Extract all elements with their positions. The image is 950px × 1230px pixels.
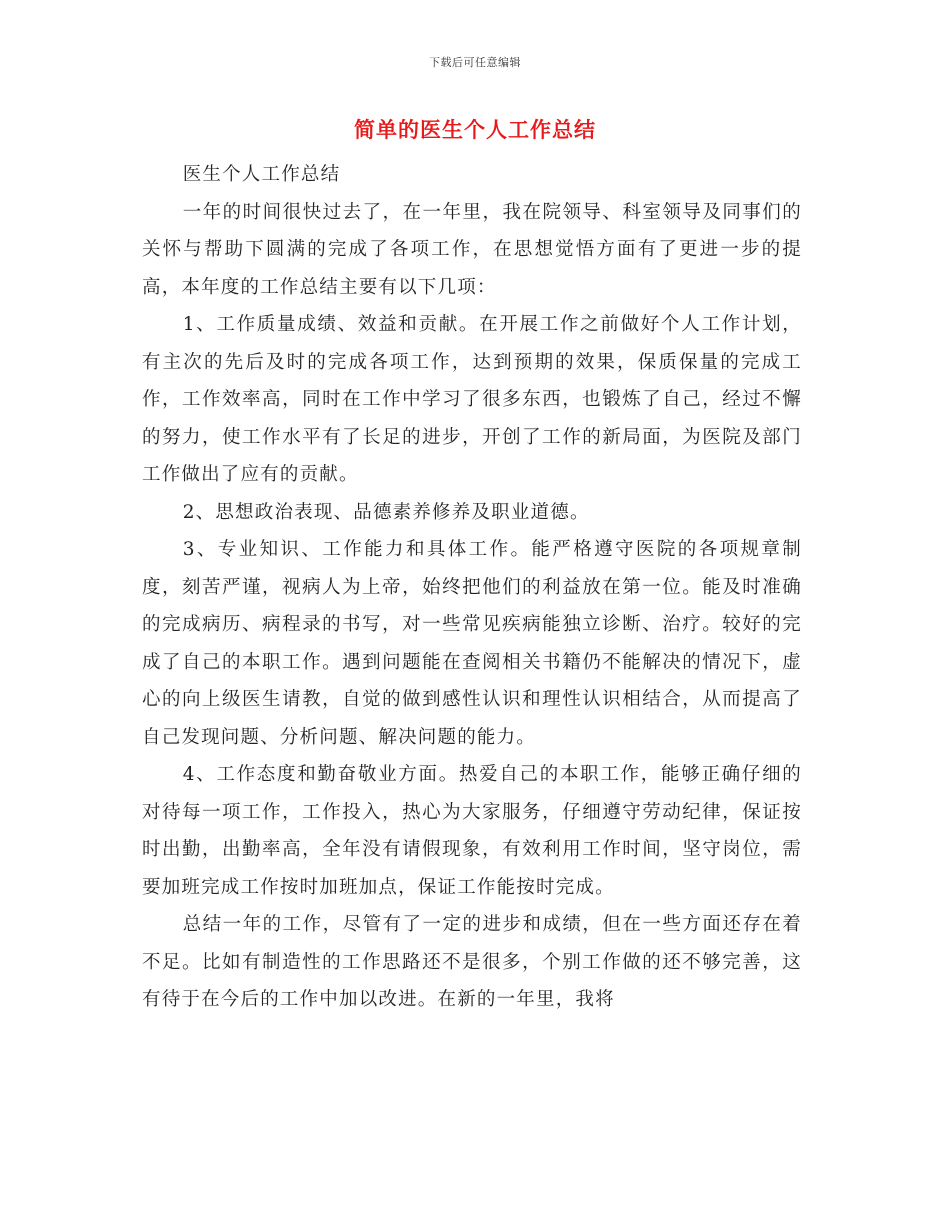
body-paragraph: 总结一年的工作，尽管有了一定的进步和成绩，但在一些方面还存在着不足。比如有制造性的工作思路还不是很多，个别工作做的还不够完善，这有待于在今后的工作中加以改进。在新的一年里，我将	[142, 914, 802, 1010]
document-title: 简单的医生个人工作总结	[354, 118, 596, 142]
document-body	[142, 156, 802, 1019]
header-note: 下载后可任意编辑	[429, 56, 521, 69]
body-paragraph: 1、工作质量成绩、效益和贡献。在开展工作之前做好个人工作计划，有主次的先后及时的完成各项工作，达到预期的效果，保质保量的完成工作，工作效率高，同时在工作中学习了很多东西，也锻炼了自己，经过不懈的努力，使工作水平有了长足的进步，开创了工作的新局面，为医院及部门工作做出了应有的贡献。	[142, 314, 802, 485]
body-paragraph: 医生个人工作总结	[182, 164, 341, 185]
body-paragraph: 3、专业知识、工作能力和具体工作。能严格遵守医院的各项规章制度，刻苦严谨，视病人为上帝，始终把他们的利益放在第一位。能及时准确的完成病历、病程录的书写，对一些常见疾病能独立诊断、治疗。较好的完成了自己的本职工作。遇到问题能在查阅相关书籍仍不能解决的情况下，虚心的向上级医生请教，自觉的做到感性认识和理性认识相结合，从而提高了自己发现问题、分析问题、解决问题的能力。	[142, 539, 802, 748]
body-paragraph: 2、思想政治表现、品德素养修养及职业道德。	[182, 501, 590, 523]
body-paragraph: 一年的时间很快过去了，在一年里，我在院领导、科室领导及同事们的关怀与帮助下圆满的完成了各项工作，在思想觉悟方面有了更进一步的提高，本年度的工作总结主要有以下几项：	[142, 201, 802, 298]
body-paragraph: 4、工作态度和勤奋敬业方面。热爱自己的本职工作，能够正确仔细的对待每一项工作，工作投入，热心为大家服务，仔细遵守劳动纪律，保证按时出勤，出勤率高，全年没有请假现象，有效利用工作时间，坚守岗位，需要加班完成工作按时加班加点，保证工作能按时完成。	[142, 764, 802, 898]
